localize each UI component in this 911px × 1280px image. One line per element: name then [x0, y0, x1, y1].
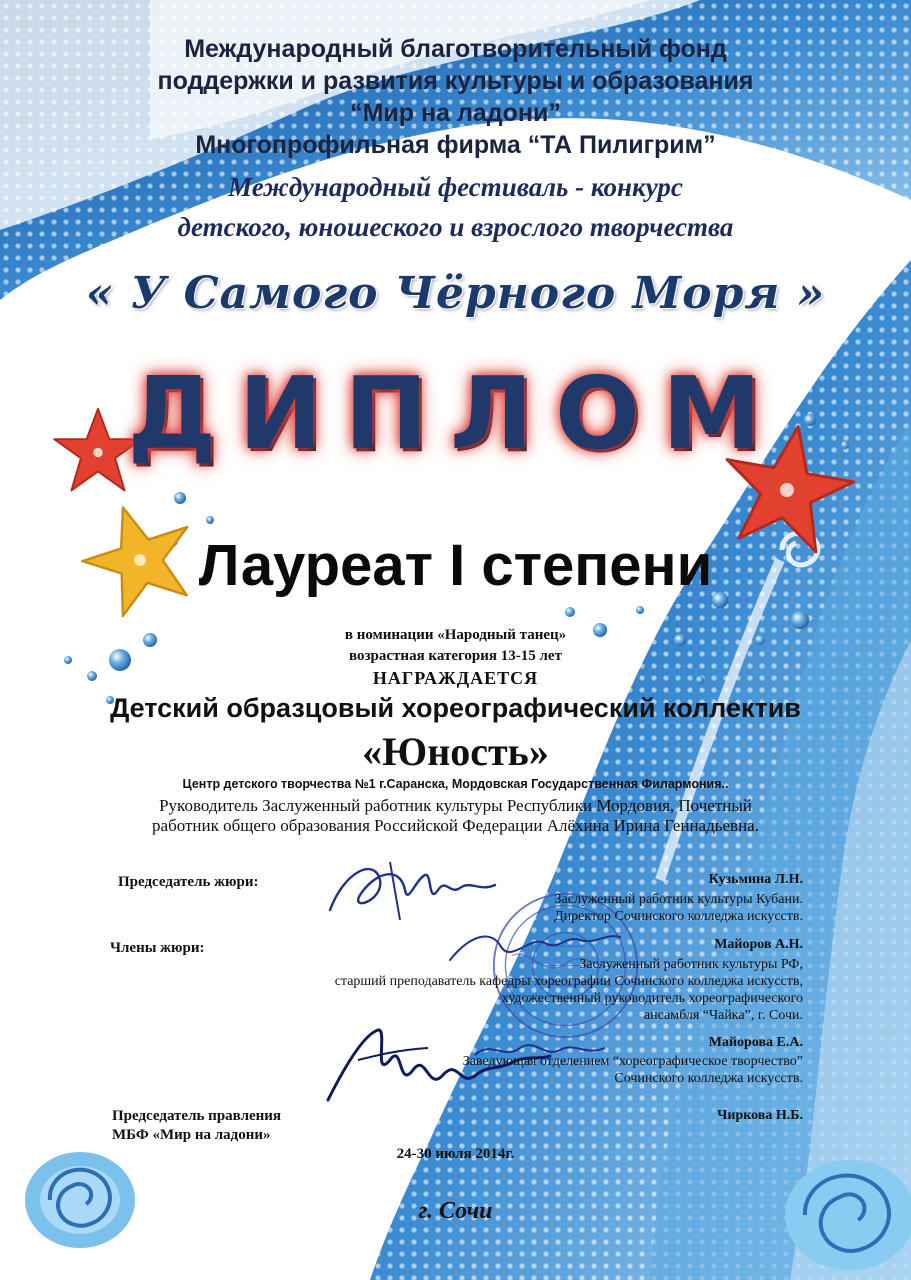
board-chair-name: Чиркова Н.Б. [717, 1108, 803, 1123]
leader-line: работник общего образования Российской Федерации Алёхина Ирина Геннадьевна. [152, 816, 759, 835]
diploma-title: ДИПЛОМ [127, 355, 784, 472]
festival-name: « У Самого Чёрного Моря » [85, 268, 826, 319]
festival-line: детского, юношеского и взрослого творчества [177, 212, 734, 242]
organization-name-line: Международный благотворительный фонд [184, 35, 727, 63]
jury-member-title: художественный руководитель хореографического [501, 991, 803, 1006]
jury-member-title: Заведующая отделением “хореографическое творчество” [462, 1054, 803, 1069]
awarded-label: НАГРАЖДАЕТСЯ [372, 668, 539, 688]
institution: Центр детского творчества №1 г.Саранска, Мордовская Государственная Филармония.. [182, 777, 729, 791]
board-chair-label: МБФ «Мир на ладони» [112, 1127, 271, 1143]
jury-chair-label: Председатель жюри: [118, 874, 259, 890]
leader-line: Руководитель Заслуженный работник культуры Республики Мордовия, Почетный [159, 796, 752, 815]
organization-name-line: поддержки и развития культуры и образования [157, 67, 754, 95]
age-category: возрастная категория 13-15 лет [349, 648, 562, 664]
jury-member-title: Заслуженный работник культуры РФ, [579, 957, 803, 972]
jury-member-name: Майоров А.Н. [714, 937, 803, 952]
jury-chair-title: Директор Сочинского колледжа искусств. [554, 909, 803, 924]
company-name: Многопрофильная фирма “ТА Пилигрим” [195, 131, 716, 159]
festival-city: г. Сочи [418, 1198, 493, 1224]
collective-name: «Юность» [362, 729, 549, 774]
jury-member-title: Сочинского колледжа искусств. [614, 1071, 803, 1086]
jury-members-label: Члены жюри: [110, 940, 205, 956]
festival-line: Международный фестиваль - конкурс [228, 172, 683, 202]
organization-name-line: “Мир на ладони” [350, 99, 561, 127]
jury-member-name: Майорова Е.А. [708, 1035, 803, 1050]
jury-chair-name: Кузьмина Л.Н. [708, 872, 803, 887]
laureate-degree: Лауреат I степени [198, 533, 713, 598]
collective-description: Детский образцовый хореографический коллектив [110, 693, 801, 723]
jury-member-title: ансамбля “Чайка”, г. Сочи. [643, 1008, 803, 1023]
jury-member-title: старший преподаватель кафедры хореографии Сочинского колледжа искусств, [334, 974, 803, 989]
jury-chair-title: Заслуженный работник культуры Кубани. [554, 892, 803, 907]
festival-dates: 24-30 июля 2014г. [396, 1146, 515, 1162]
nomination: в номинации «Народный танец» [344, 627, 567, 643]
board-chair-label: Председатель правления [112, 1108, 282, 1124]
